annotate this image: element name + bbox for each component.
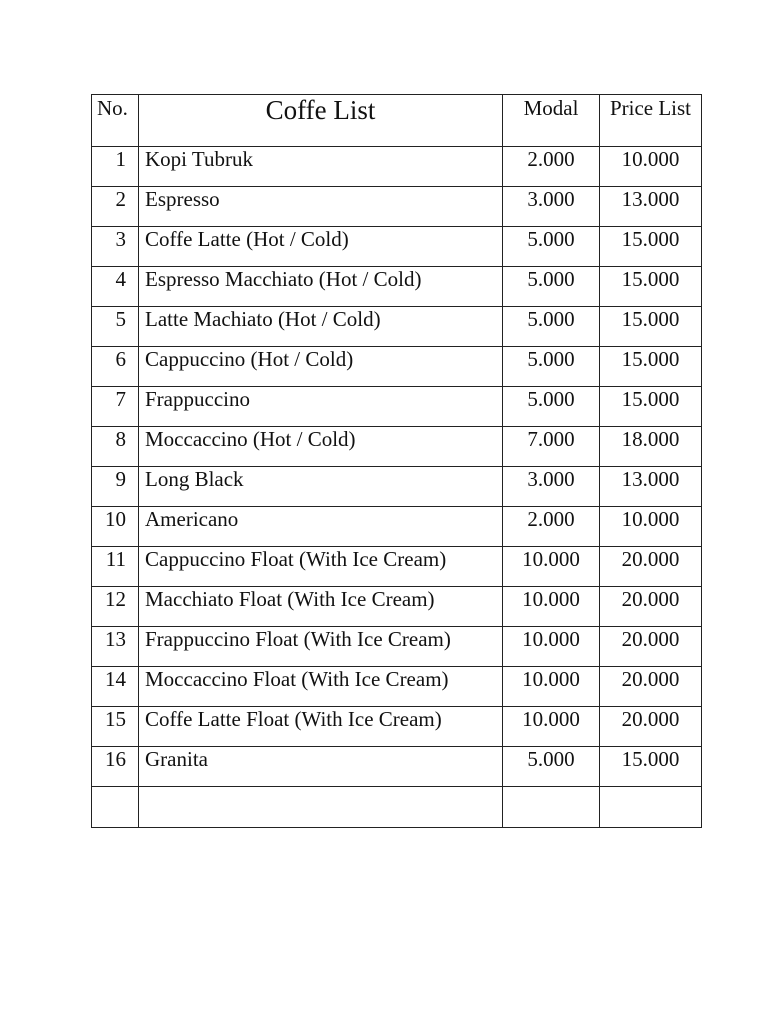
- row-number: 6: [92, 347, 139, 387]
- header-price-list: Price List: [600, 95, 702, 147]
- modal-value: 3.000: [503, 187, 600, 227]
- empty-cell: [139, 787, 503, 828]
- table-row: [92, 747, 702, 787]
- header-modal: Modal: [503, 95, 600, 147]
- price-value: 15.000: [600, 387, 702, 427]
- coffee-name: Macchiato Float (With Ice Cream): [139, 587, 503, 627]
- modal-value: 5.000: [503, 307, 600, 347]
- coffee-name: Latte Machiato (Hot / Cold): [139, 307, 503, 347]
- modal-value: 5.000: [503, 267, 600, 307]
- coffee-name: Moccaccino Float (With Ice Cream): [139, 667, 503, 707]
- empty-table-row: [92, 787, 702, 828]
- row-number: 1: [92, 147, 139, 187]
- row-number: 15: [92, 707, 139, 747]
- table-row: [92, 387, 702, 427]
- row-number: 14: [92, 667, 139, 707]
- row-number: 12: [92, 587, 139, 627]
- row-number: 10: [92, 507, 139, 547]
- price-value: 20.000: [600, 587, 702, 627]
- price-value: 15.000: [600, 307, 702, 347]
- price-value: 18.000: [600, 427, 702, 467]
- coffee-name: Frappuccino: [139, 387, 503, 427]
- price-value: 10.000: [600, 507, 702, 547]
- price-value: 13.000: [600, 467, 702, 507]
- modal-value: 10.000: [503, 587, 600, 627]
- row-number: 8: [92, 427, 139, 467]
- price-value: 13.000: [600, 187, 702, 227]
- table-row: [92, 547, 702, 587]
- table-header-row: [92, 95, 702, 147]
- price-value: 20.000: [600, 667, 702, 707]
- coffee-name: Espresso: [139, 187, 503, 227]
- modal-value: 5.000: [503, 747, 600, 787]
- modal-value: 10.000: [503, 547, 600, 587]
- row-number: 2: [92, 187, 139, 227]
- modal-value: 5.000: [503, 387, 600, 427]
- coffee-name: Cappuccino (Hot / Cold): [139, 347, 503, 387]
- table-row: [92, 187, 702, 227]
- price-value: 15.000: [600, 267, 702, 307]
- row-number: 4: [92, 267, 139, 307]
- empty-cell: [92, 787, 139, 828]
- price-value: 15.000: [600, 747, 702, 787]
- modal-value: 5.000: [503, 347, 600, 387]
- table-body: [92, 147, 702, 828]
- coffee-name: Americano: [139, 507, 503, 547]
- modal-value: 7.000: [503, 427, 600, 467]
- row-number: 7: [92, 387, 139, 427]
- header-no: No.: [92, 95, 139, 147]
- coffee-name: Long Black: [139, 467, 503, 507]
- table-row: [92, 627, 702, 667]
- modal-value: 10.000: [503, 667, 600, 707]
- modal-value: 2.000: [503, 507, 600, 547]
- coffee-name: Espresso Macchiato (Hot / Cold): [139, 267, 503, 307]
- table-row: [92, 307, 702, 347]
- table-row: [92, 507, 702, 547]
- table-row: [92, 227, 702, 267]
- row-number: 11: [92, 547, 139, 587]
- modal-value: 3.000: [503, 467, 600, 507]
- coffee-name: Kopi Tubruk: [139, 147, 503, 187]
- row-number: 13: [92, 627, 139, 667]
- row-number: 9: [92, 467, 139, 507]
- price-value: 15.000: [600, 347, 702, 387]
- coffee-name: Cappuccino Float (With Ice Cream): [139, 547, 503, 587]
- table-row: [92, 667, 702, 707]
- coffee-name: Moccaccino (Hot / Cold): [139, 427, 503, 467]
- table-row: [92, 347, 702, 387]
- modal-value: 10.000: [503, 627, 600, 667]
- table-row: [92, 427, 702, 467]
- row-number: 16: [92, 747, 139, 787]
- table-row: [92, 147, 702, 187]
- table-row: [92, 267, 702, 307]
- price-value: 20.000: [600, 627, 702, 667]
- empty-cell: [600, 787, 702, 828]
- table-row: [92, 587, 702, 627]
- row-number: 5: [92, 307, 139, 347]
- modal-value: 2.000: [503, 147, 600, 187]
- table-row: [92, 467, 702, 507]
- coffee-name: Coffe Latte (Hot / Cold): [139, 227, 503, 267]
- price-value: 15.000: [600, 227, 702, 267]
- row-number: 3: [92, 227, 139, 267]
- price-value: 10.000: [600, 147, 702, 187]
- header-coffee-list: Coffe List: [139, 95, 503, 147]
- modal-value: 10.000: [503, 707, 600, 747]
- coffee-name: Frappuccino Float (With Ice Cream): [139, 627, 503, 667]
- coffee-price-table: [91, 94, 702, 828]
- coffee-name: Granita: [139, 747, 503, 787]
- price-value: 20.000: [600, 707, 702, 747]
- table-row: [92, 707, 702, 747]
- empty-cell: [503, 787, 600, 828]
- coffee-name: Coffe Latte Float (With Ice Cream): [139, 707, 503, 747]
- price-value: 20.000: [600, 547, 702, 587]
- modal-value: 5.000: [503, 227, 600, 267]
